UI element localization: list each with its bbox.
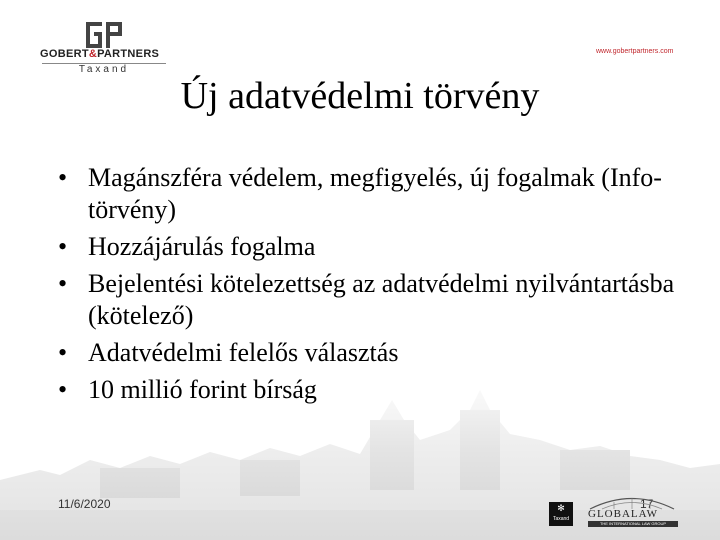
taxand-label: Taxand xyxy=(552,516,570,522)
gobert-partners-logo xyxy=(40,18,180,78)
logo-brand-text xyxy=(40,48,168,60)
bullet-item xyxy=(58,337,678,369)
bullet-icon: • xyxy=(58,163,68,192)
bullet-item xyxy=(58,374,678,406)
bullet-text: Bejelentési kötelezettség az adatvédelmi nyilvántartásba (kötelező) xyxy=(88,269,675,330)
logo-brand-left: GOBERT xyxy=(40,48,89,60)
bullet-icon: • xyxy=(58,338,68,367)
bullet-text: 10 millió forint bírság xyxy=(88,375,317,404)
globalaw-subtitle: THE INTERNATIONAL LAW GROUP xyxy=(588,521,678,527)
bullet-item xyxy=(58,231,678,263)
bullet-text: Adatvédelmi felelős választás xyxy=(88,338,399,367)
bullet-text: Magánszféra védelem, megfigyelés, új fogalmak (Info-törvény) xyxy=(88,163,662,224)
bullet-icon: • xyxy=(58,375,68,404)
bullet-list xyxy=(58,162,678,411)
taxand-star-icon: ✻ xyxy=(557,503,565,513)
logo-brand-amp: & xyxy=(88,48,98,60)
page-number: 17 xyxy=(640,497,654,511)
gp-monogram-icon xyxy=(84,20,124,50)
slide-title: Új adatvédelmi törvény xyxy=(180,75,540,117)
footer-date: 11/6/2020 xyxy=(58,497,111,511)
website-url: www.gobertpartners.com xyxy=(596,48,674,55)
bullet-item xyxy=(58,268,678,332)
bullet-item xyxy=(58,162,678,226)
logo-subtitle: Taxand xyxy=(78,64,130,75)
bullet-text: Hozzájárulás fogalma xyxy=(88,232,316,261)
bullet-icon: • xyxy=(58,269,68,298)
logo-brand-right: PARTNERS xyxy=(97,48,160,60)
bullet-icon: • xyxy=(58,232,68,261)
taxand-logo xyxy=(549,502,573,526)
globalaw-logo xyxy=(584,494,680,528)
globalaw-name: GLOBALAW xyxy=(588,508,659,520)
